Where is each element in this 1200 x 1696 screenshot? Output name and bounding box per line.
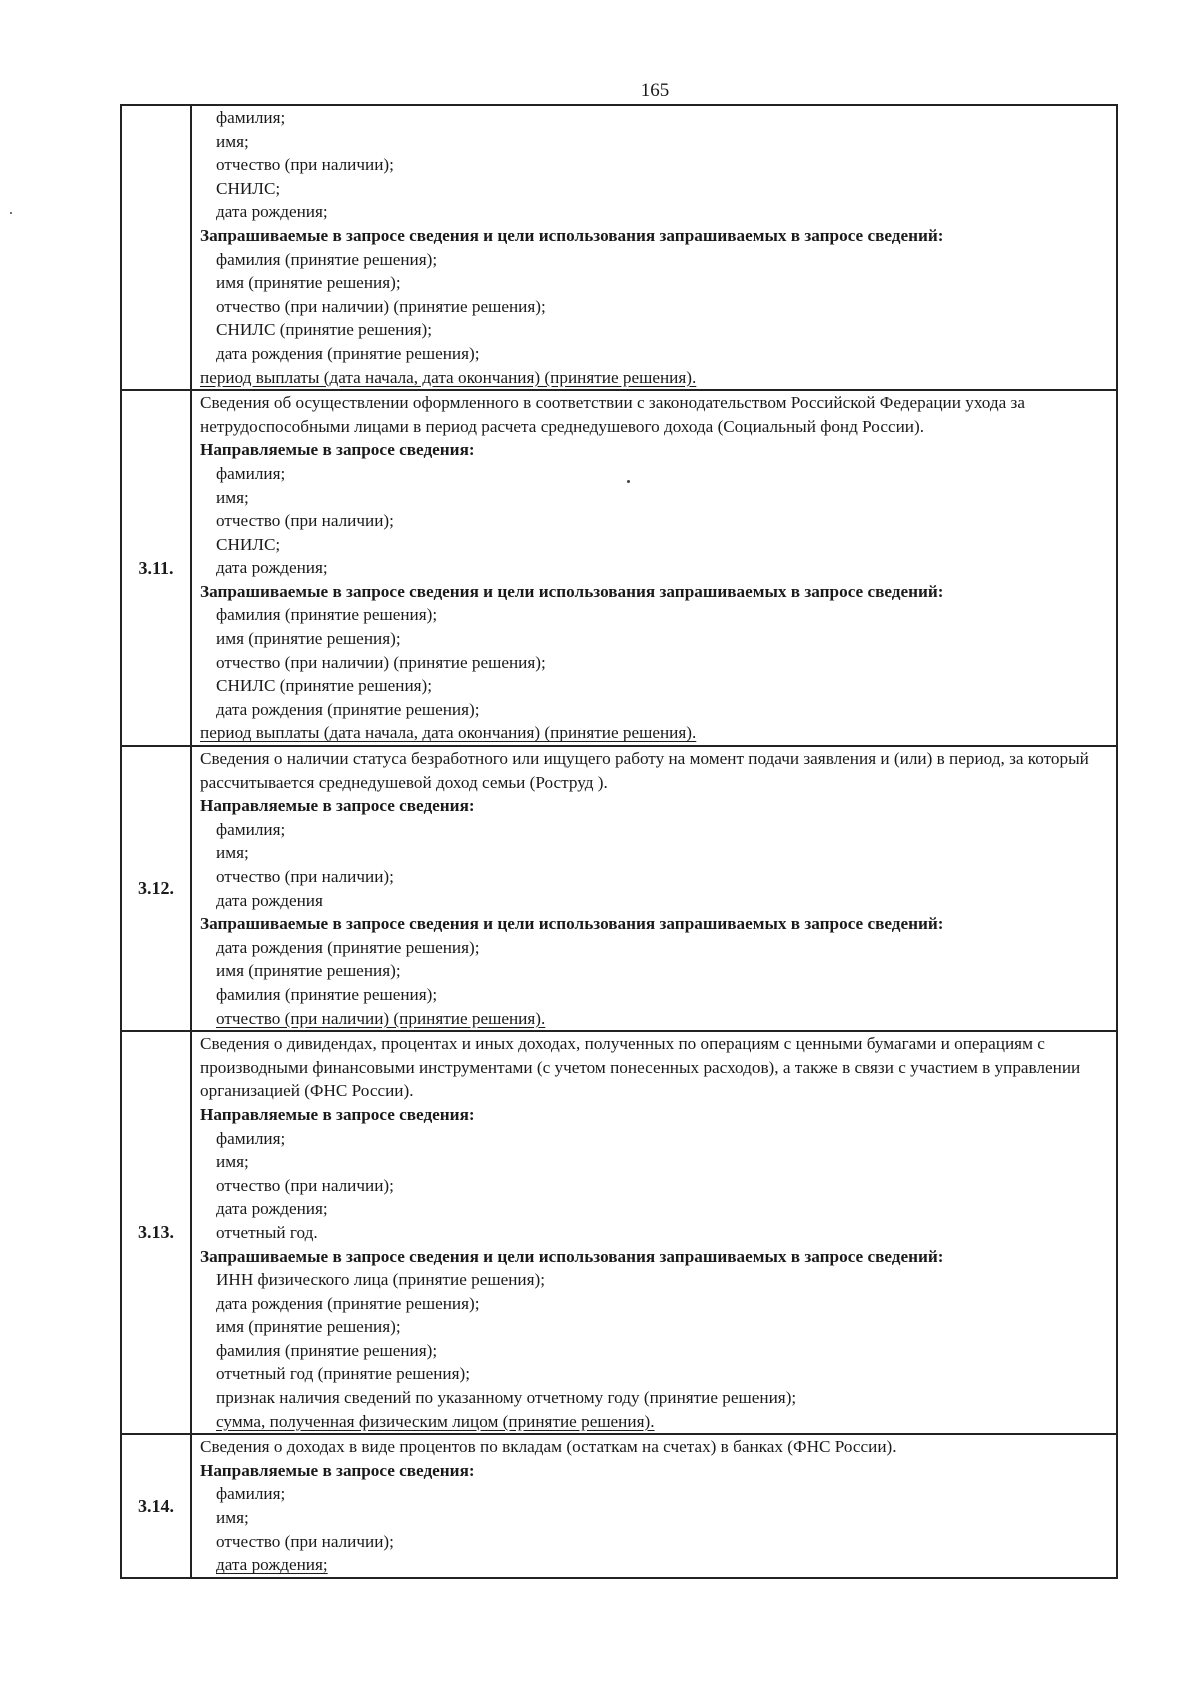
list-item: период выплаты (дата начала, дата окончания) (принятие решения). bbox=[200, 367, 697, 387]
row-number bbox=[121, 105, 191, 390]
section-heading: Направляемые в запросе сведения: bbox=[200, 440, 475, 460]
list-item: имя; bbox=[216, 131, 249, 151]
list-item: период выплаты (дата начала, дата окончания) (принятие решения). bbox=[200, 723, 697, 743]
list-item: дата рождения bbox=[216, 890, 323, 910]
list-item: сумма, полученная физическим лицом (принятие решения). bbox=[216, 1411, 655, 1431]
row-content bbox=[191, 1434, 1117, 1578]
list-item: отчество (при наличии) (принятие решения). bbox=[216, 1008, 546, 1028]
list-item: имя (принятие решения); bbox=[216, 961, 401, 981]
list-item: дата рождения; bbox=[216, 1199, 328, 1219]
list-item: фамилия (принятие решения); bbox=[216, 984, 438, 1004]
row-content bbox=[191, 746, 1117, 1031]
row-number: 3.12. bbox=[121, 746, 191, 1031]
table-row bbox=[121, 1031, 1117, 1434]
list-item: признак наличия сведений по указанному отчетному году (принятие решения); bbox=[216, 1388, 797, 1408]
list-item: имя (принятие решения); bbox=[216, 273, 401, 293]
row-content bbox=[191, 105, 1117, 390]
row-description: Сведения о дивидендах, процентах и иных доходах, полученных по операциям с ценными бумагами и операциям с производными финансовыми инструментами (с учетом понесенных расходов), а также в связи с участием в управлении организацией (ФНС России). bbox=[200, 1034, 1081, 1101]
section-heading: Запрашиваемые в запросе сведения и цели использования запрашиваемых в запросе сведений: bbox=[200, 1246, 944, 1266]
section-heading: Направляемые в запросе сведения: bbox=[200, 796, 475, 816]
list-item: фамилия; bbox=[216, 108, 286, 127]
list-item: фамилия (принятие решения); bbox=[216, 1340, 438, 1360]
list-item: дата рождения; bbox=[216, 1555, 328, 1575]
list-item: фамилия; bbox=[216, 463, 286, 483]
list-item: фамилия; bbox=[216, 1128, 286, 1148]
list-item: СНИЛС (принятие решения); bbox=[216, 320, 433, 340]
list-item: дата рождения (принятие решения); bbox=[216, 1293, 480, 1313]
requirements-table bbox=[120, 104, 1118, 1579]
list-item: отчество (при наличии) (принятие решения); bbox=[216, 652, 546, 672]
list-item: отчество (при наличии); bbox=[216, 1175, 394, 1195]
list-item: отчество (при наличии); bbox=[216, 1531, 394, 1551]
section-heading: Запрашиваемые в запросе сведения и цели использования запрашиваемых в запросе сведений: bbox=[200, 225, 944, 245]
list-item: фамилия; bbox=[216, 1484, 286, 1504]
table-row bbox=[121, 390, 1117, 746]
table-row bbox=[121, 105, 1117, 390]
scan-artifact-dot bbox=[10, 212, 12, 214]
scan-artifact-dot bbox=[627, 480, 630, 483]
page-number: 165 bbox=[640, 80, 670, 101]
list-item: имя (принятие решения); bbox=[216, 1317, 401, 1337]
list-item: дата рождения (принятие решения); bbox=[216, 699, 480, 719]
list-item: СНИЛС; bbox=[216, 178, 281, 198]
section-heading: Запрашиваемые в запросе сведения и цели использования запрашиваемых в запросе сведений: bbox=[200, 581, 944, 601]
row-content bbox=[191, 390, 1117, 746]
list-item: имя (принятие решения); bbox=[216, 629, 401, 649]
list-item: дата рождения; bbox=[216, 202, 328, 222]
list-item: отчетный год (принятие решения); bbox=[216, 1364, 471, 1384]
list-item: СНИЛС (принятие решения); bbox=[216, 676, 433, 696]
row-number: 3.13. bbox=[121, 1031, 191, 1434]
list-item: дата рождения; bbox=[216, 558, 328, 578]
list-item: имя; bbox=[216, 843, 249, 863]
list-item: имя; bbox=[216, 487, 249, 507]
list-item: фамилия (принятие решения); bbox=[216, 249, 438, 269]
list-item: отчество (при наличии); bbox=[216, 867, 394, 886]
list-item: отчетный год. bbox=[216, 1222, 318, 1242]
list-item: дата рождения (принятие решения); bbox=[216, 937, 480, 957]
list-item: отчество (при наличии); bbox=[216, 155, 394, 175]
section-heading: Направляемые в запросе сведения: bbox=[200, 1104, 475, 1124]
list-item: СНИЛС; bbox=[216, 534, 281, 554]
list-item: отчество (при наличии) (принятие решения); bbox=[216, 296, 546, 316]
table-row bbox=[121, 1434, 1117, 1578]
list-item: имя; bbox=[216, 1152, 249, 1172]
section-heading: Направляемые в запросе сведения: bbox=[200, 1460, 475, 1480]
list-item: дата рождения (принятие решения); bbox=[216, 343, 480, 363]
row-number: 3.14. bbox=[121, 1434, 191, 1578]
list-item: отчество (при наличии); bbox=[216, 511, 394, 531]
list-item: фамилия (принятие решения); bbox=[216, 605, 438, 625]
row-description: Сведения о наличии статуса безработного или ищущего работу на момент подачи заявления и (или) в период, за который рассчитывается среднедушевой доход семьи (Роструд ). bbox=[200, 749, 1089, 792]
table-row bbox=[121, 746, 1117, 1031]
list-item: фамилия; bbox=[216, 819, 286, 839]
row-description: Сведения о доходах в виде процентов по вкладам (остаткам на счетах) в банках (ФНС России). bbox=[200, 1437, 897, 1457]
row-content bbox=[191, 1031, 1117, 1434]
row-number: 3.11. bbox=[121, 390, 191, 746]
section-heading: Запрашиваемые в запросе сведения и цели использования запрашиваемых в запросе сведений: bbox=[200, 914, 944, 934]
list-item: имя; bbox=[216, 1508, 249, 1528]
table-body bbox=[121, 105, 1117, 1578]
list-item: ИНН физического лица (принятие решения); bbox=[216, 1270, 546, 1290]
row-description: Сведения об осуществлении оформленного в соответствии с законодательством Российской Федерации ухода за нетрудоспособными лицами в период расчета среднедушевого дохода (Социальный фонд России). bbox=[200, 393, 1025, 436]
